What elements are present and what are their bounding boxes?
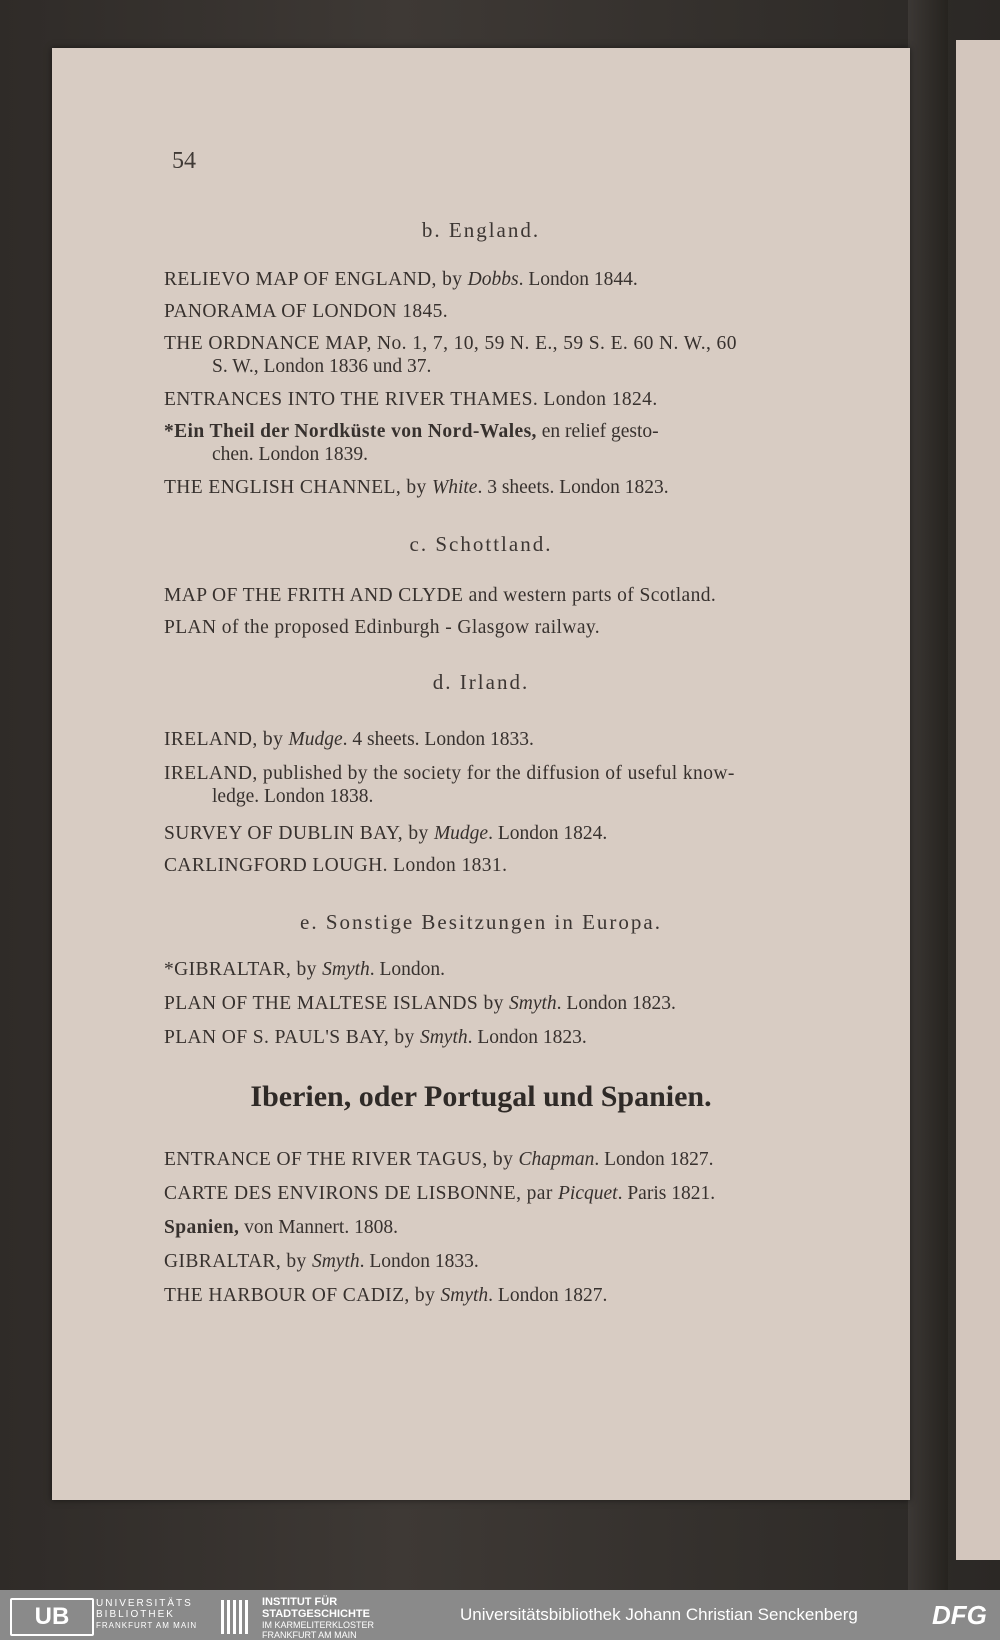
entry-ireland-society: IRELAND, published by the society for the diffusion of useful know- ledge. London 1838. <box>164 763 735 807</box>
entry-relievo-map: RELIEVO MAP OF ENGLAND, by Dobbs. London 1844. <box>164 269 638 290</box>
entry-river-tagus: ENTRANCE OF THE RIVER TAGUS, by Chapman. London 1827. <box>164 1149 714 1170</box>
page-number: 54 <box>172 148 196 174</box>
document-page <box>52 48 910 1500</box>
institute-label: INSTITUT FÜR STADTGESCHICHTE IM KARMELITERKLOSTER FRANKFURT AM MAIN <box>262 1596 375 1640</box>
section-heading-scotland: c. Schottland. <box>409 532 553 556</box>
entry-ordnance-map: THE ORDNANCE MAP, No. 1, 7, 10, 59 N. E., 59 S. E. 60 N. W., 60 S. W., London 1836 und 37. <box>164 333 737 377</box>
page-edge <box>908 0 948 1590</box>
library-name: Universitätsbibliothek Johann Christian Senckenberg <box>460 1605 858 1624</box>
section-heading-ireland: d. Irland. <box>432 670 530 694</box>
entry-maltese-islands: PLAN OF THE MALTESE ISLANDS by Smyth. London 1823. <box>164 993 676 1014</box>
ub-label: UNIVERSITÄTS BIBLIOTHEK FRANKFURT AM MAIN <box>96 1598 198 1630</box>
entry-nord-wales: *Ein Theil der Nordküste von Nord-Wales, en relief gesto- chen. London 1839. <box>164 421 659 465</box>
entry-ireland-mudge: IRELAND, by Mudge. 4 sheets. London 1833. <box>164 729 534 750</box>
entry-gibraltar-1833: GIBRALTAR, by Smyth. London 1833. <box>164 1251 479 1272</box>
entry-panorama-london: PANORAMA OF LONDON 1845. <box>164 301 449 322</box>
entry-lisbonne: CARTE DES ENVIRONS DE LISBONNE, par Picquet. Paris 1821. <box>164 1183 716 1204</box>
institute-logo-icon[interactable] <box>214 1596 254 1634</box>
entry-frith-clyde: MAP OF THE FRITH AND CLYDE and western parts of Scotland. <box>164 585 717 606</box>
ub-logo[interactable]: UB <box>10 1598 94 1636</box>
section-heading-england: b. England. <box>421 218 541 242</box>
entry-spanien-mannert: Spanien, von Mannert. 1808. <box>164 1217 398 1238</box>
entry-english-channel: THE ENGLISH CHANNEL, by White. 3 sheets. London 1823. <box>164 477 669 498</box>
entry-edinburgh-glasgow: PLAN of the proposed Edinburgh - Glasgow railway. <box>164 617 601 638</box>
section-heading-iberia: Iberien, oder Portugal und Spanien. <box>250 1080 712 1113</box>
entry-gibraltar-smyth: *GIBRALTAR, by Smyth. London. <box>164 959 446 980</box>
entry-s-pauls-bay: PLAN OF S. PAUL'S BAY, by Smyth. London 1823. <box>164 1027 587 1048</box>
entry-thames-entrances: ENTRANCES INTO THE RIVER THAMES. London 1824. <box>164 389 658 410</box>
dfg-logo[interactable]: DFG <box>932 1600 987 1630</box>
entry-dublin-bay: SURVEY OF DUBLIN BAY, by Mudge. London 1824. <box>164 823 608 844</box>
section-heading-other-possessions: e. Sonstige Besitzungen in Europa. <box>300 910 662 934</box>
adjacent-page-edge <box>956 40 1000 1560</box>
footer-bar <box>0 1590 1000 1640</box>
entry-harbour-cadiz: THE HARBOUR OF CADIZ, by Smyth. London 1827. <box>164 1285 608 1306</box>
entry-carlingford-lough: CARLINGFORD LOUGH. London 1831. <box>164 855 508 876</box>
